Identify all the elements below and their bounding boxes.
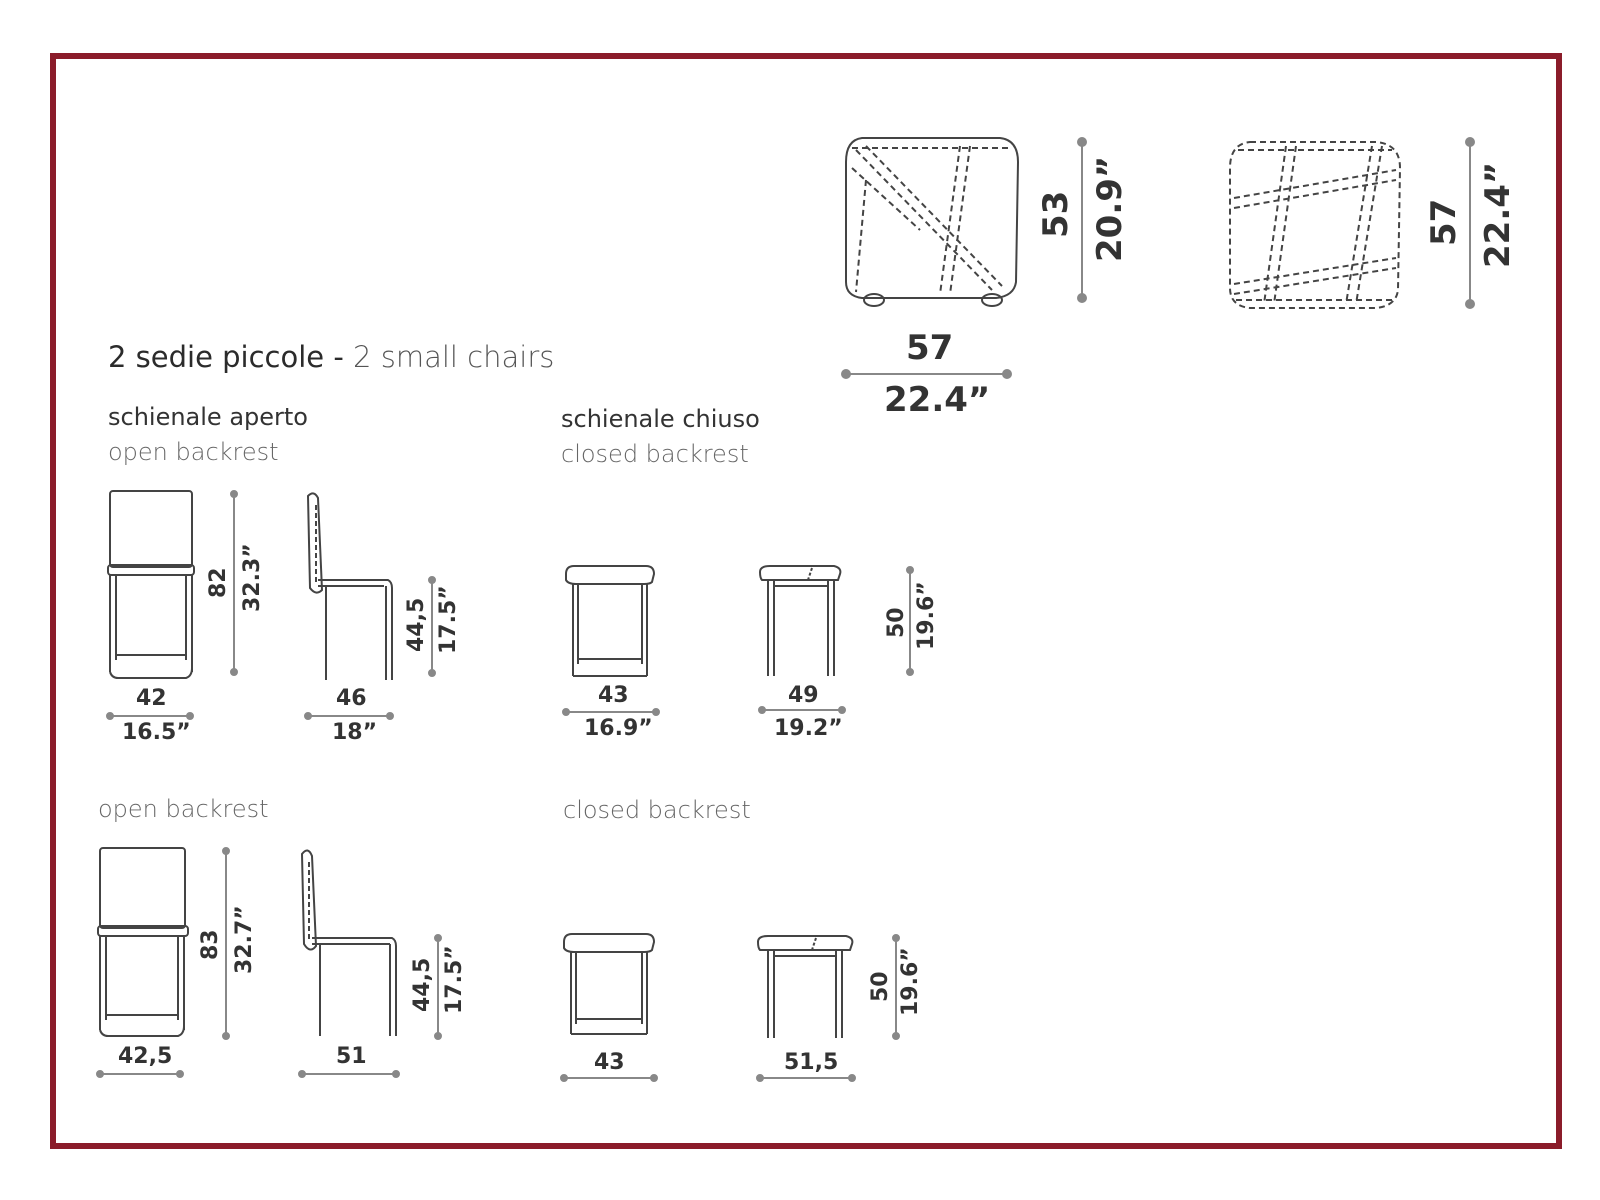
chair-open-side-1 bbox=[308, 493, 392, 680]
chair-open-front-1 bbox=[108, 491, 194, 678]
pouf-front-drawing bbox=[846, 138, 1018, 306]
section-closed-1-it: schienale chiuso bbox=[561, 405, 760, 433]
chair-closed-front-2 bbox=[564, 934, 654, 1034]
r1-open-front-width: 42 bbox=[136, 686, 167, 711]
r1-open-front-height-in: 32.3” bbox=[240, 543, 265, 612]
pouf-width-inches: 22.4” bbox=[884, 380, 991, 420]
r2-closed-front-width: 43 bbox=[594, 1050, 625, 1075]
title-italian: 2 sedie piccole - bbox=[108, 340, 344, 374]
r1-closed-side-height-in: 19.6” bbox=[914, 581, 939, 650]
section-open-1-it: schienale aperto bbox=[108, 403, 308, 431]
chair-closed-front-1-dims bbox=[563, 709, 659, 715]
chair-closed-front-1 bbox=[566, 566, 654, 676]
r2-open-front-height-in: 32.7” bbox=[232, 905, 257, 974]
r2-open-side-seat: 44,5 bbox=[410, 957, 435, 1012]
chair-closed-side-1-dims bbox=[759, 567, 913, 713]
r2-closed-side-height: 50 bbox=[868, 971, 893, 1002]
pouf-depth: 57 bbox=[1424, 198, 1464, 246]
pouf-top-dimension-lines bbox=[1466, 138, 1474, 308]
page-title bbox=[108, 340, 554, 374]
r1-open-side-depth-in: 18” bbox=[332, 720, 378, 745]
pouf-width: 57 bbox=[906, 328, 954, 368]
r1-open-side-seat: 44,5 bbox=[404, 597, 429, 652]
pouf-height: 53 bbox=[1036, 190, 1076, 238]
chair-closed-front-2-dims bbox=[561, 1075, 657, 1081]
pouf-depth-inches: 22.4” bbox=[1478, 161, 1518, 268]
r2-open-front-height: 83 bbox=[198, 929, 223, 960]
r1-closed-front-width-in: 16.9” bbox=[584, 716, 653, 741]
r1-closed-side-height: 50 bbox=[884, 607, 909, 638]
pouf-top-drawing bbox=[1230, 142, 1400, 308]
r1-open-front-width-in: 16.5” bbox=[122, 720, 191, 745]
section-open-2-en: open backrest bbox=[98, 795, 269, 823]
r2-open-side-seat-in: 17.5” bbox=[442, 945, 467, 1014]
r2-open-front-width: 42,5 bbox=[118, 1044, 173, 1069]
chair-open-front-2-dims bbox=[97, 848, 229, 1077]
r2-closed-side-depth: 51,5 bbox=[784, 1050, 839, 1075]
r2-open-side-depth: 51 bbox=[336, 1044, 367, 1069]
chair-closed-side-1 bbox=[760, 566, 840, 676]
r1-open-front-height: 82 bbox=[206, 567, 231, 598]
r2-closed-side-height-in: 19.6” bbox=[898, 947, 923, 1016]
title-english: 2 small chairs bbox=[353, 340, 555, 374]
section-closed-1-en: closed backrest bbox=[561, 440, 749, 468]
r1-closed-front-width: 43 bbox=[598, 683, 629, 708]
pouf-height-inches: 20.9” bbox=[1090, 155, 1130, 262]
chair-open-front-2 bbox=[98, 848, 188, 1036]
r1-open-side-seat-in: 17.5” bbox=[436, 585, 461, 654]
chair-closed-side-2 bbox=[758, 936, 852, 1038]
section-open-1-en: open backrest bbox=[108, 438, 279, 466]
r1-open-side-depth: 46 bbox=[336, 686, 367, 711]
chair-open-front-1-dims bbox=[107, 491, 237, 719]
r1-closed-side-depth-in: 19.2” bbox=[774, 716, 843, 741]
section-closed-2-en: closed backrest bbox=[563, 796, 751, 824]
r1-closed-side-depth: 49 bbox=[788, 683, 819, 708]
chair-open-side-2 bbox=[302, 850, 396, 1036]
